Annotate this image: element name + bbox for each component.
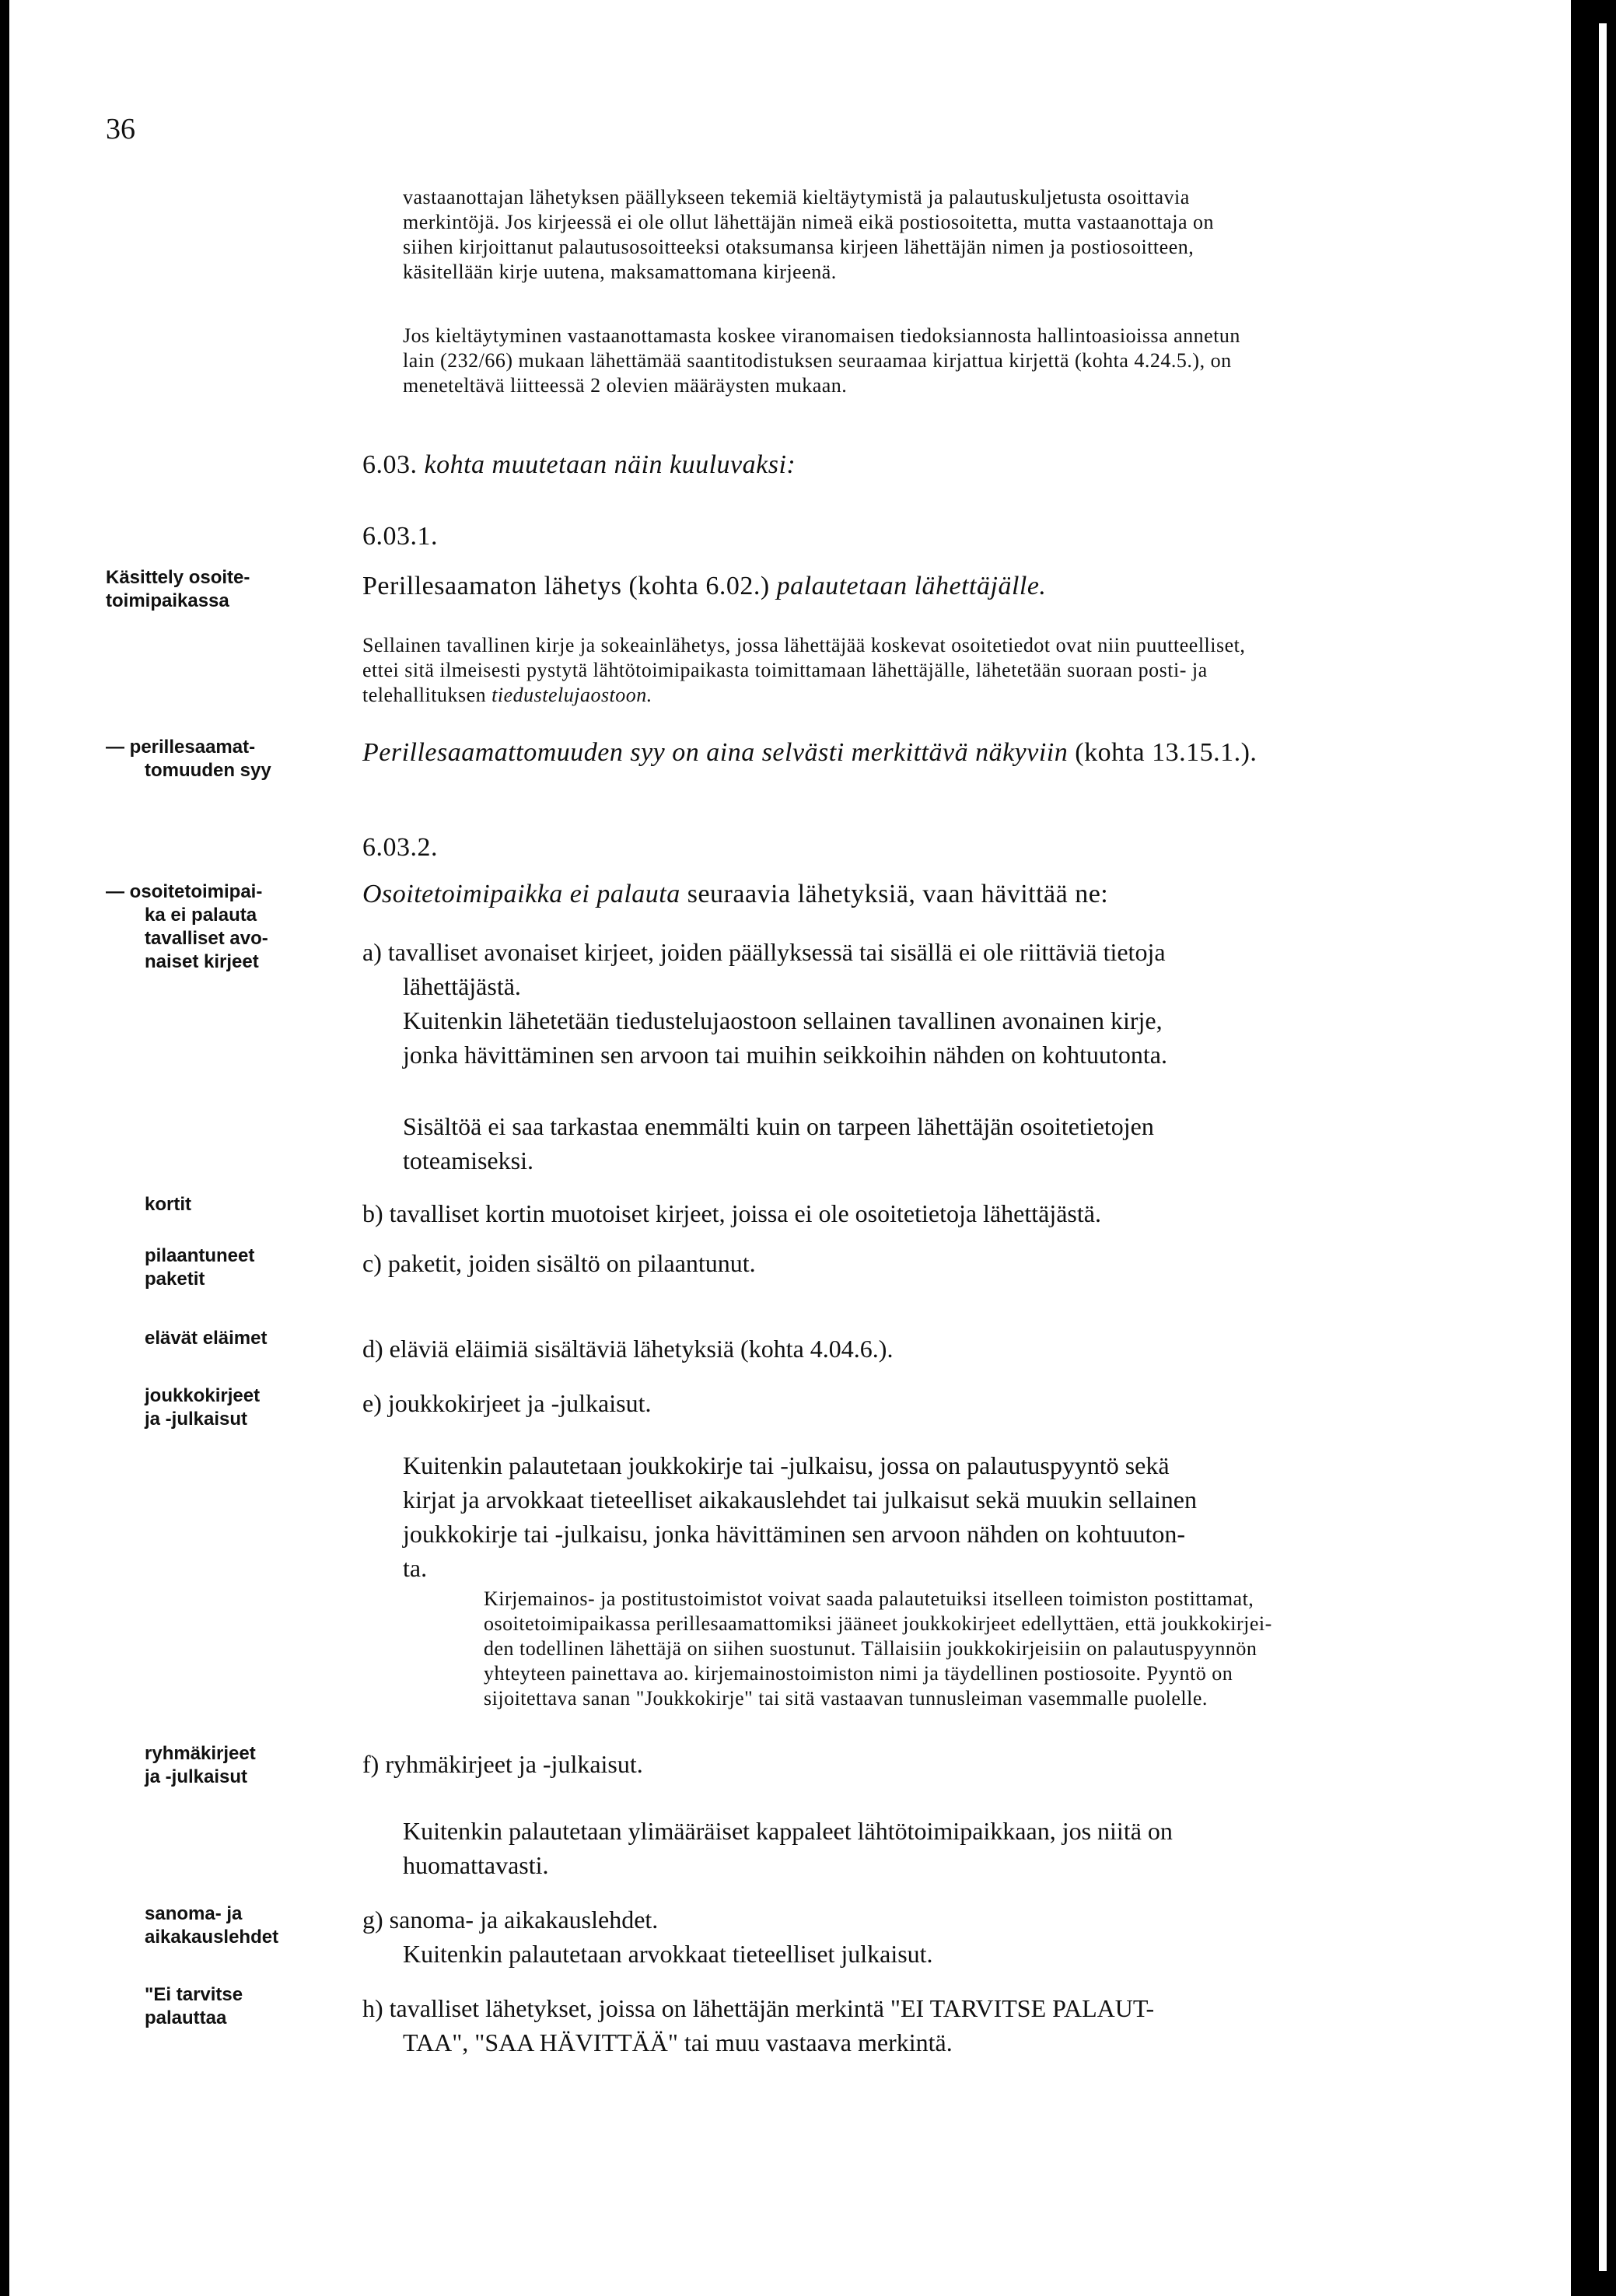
- item-d: d) eläviä eläimiä sisältäviä lähetyksiä (kohta 4.04.6.).: [362, 1335, 894, 1363]
- item-b: b) tavalliset kortin muotoiset kirjeet, joissa ei ole osoitetietoja lähettäjästä.: [362, 1199, 1101, 1227]
- item-f-note: Kuitenkin palautetaan ylimääräiset kappaleet lähtötoimipaikkaan, jos niitä on: [403, 1817, 1173, 1845]
- refusal-note-line: meneteltävä liitteessä 2 olevien määräysten mukaan.: [403, 374, 848, 397]
- section-6-03-2-intro: [362, 879, 1108, 910]
- intro-line: siihen kirjoittanut palautusosoitteeksi otaksumansa kirjeen lähettäjän nimen ja postiosoitteen,: [403, 236, 1195, 258]
- side-note-handling: Käsittely osoite-: [106, 567, 250, 588]
- item-e-small: Kirjemainos- ja postitustoimistot voivat saada palautetuiksi itselleen toimiston postittamat,: [484, 1587, 1254, 1610]
- item-e-small: den todellinen lähettäjä on siihen suostunut. Tällaisiin joukkokirjeisiin on palautuspyynnön: [484, 1637, 1257, 1660]
- intro-line: käsitellään kirje uutena, maksamattomana kirjeenä.: [403, 261, 837, 283]
- item-e-note: kirjat ja arvokkaat tieteelliset aikakauslehdet tai julkaisut sekä muukin sellainen: [403, 1486, 1197, 1514]
- side-note-noreturn: ka ei palauta: [145, 905, 257, 926]
- item-a-line: lähettäjästä.: [403, 972, 521, 1000]
- side-note-mass: ja -julkaisut: [145, 1409, 248, 1430]
- page-number: 36: [106, 113, 135, 145]
- intro-line: vastaanottajan lähetyksen päällykseen tekemiä kieltäytymistä ja palautuskuljetusta osoittavia: [403, 186, 1190, 208]
- refusal-note-line: lain (232/66) mukaan lähettämää saantitodistuksen seuraamaa kirjattua kirjettä (kohta 4.24.5.), on: [403, 349, 1232, 372]
- side-note-papers: sanoma- ja: [145, 1903, 243, 1924]
- scan-border-gap: [1599, 23, 1607, 2271]
- intro-line: merkintöjä. Jos kirjeessä ei ole ollut lähettäjän nimeä eikä postiosoitetta, mutta vastaanottaja on: [403, 211, 1214, 233]
- item-a: a) tavalliset avonaiset kirjeet, joiden päällyksessä tai sisällä ei ole riittäviä tietoja: [362, 938, 1166, 966]
- item-a-line: Kuitenkin lähetetään tiedustelujaostoon sellainen tavallinen avonainen kirje,: [403, 1006, 1163, 1034]
- section-number-6-03-1: 6.03.1.: [362, 522, 438, 551]
- section-number-6-03-2: 6.03.2.: [362, 833, 438, 862]
- side-note-noreturn-mark: "Ei tarvitse: [145, 1984, 243, 2005]
- item-f: f) ryhmäkirjeet ja -julkaisut.: [362, 1750, 643, 1778]
- item-e-small: osoitetoimipaikassa perillesaamattomiksi jääneet joukkokirjeet edellyttäen, että joukkokirjei-: [484, 1612, 1272, 1635]
- side-note-noreturn: — osoitetoimipai-: [106, 881, 263, 902]
- intro-italic: Osoitetoimipaikka ei palauta: [362, 880, 680, 908]
- reason-plain: (kohta 13.15.1.).: [1068, 738, 1257, 767]
- side-note-noreturn: naiset kirjeet: [145, 951, 259, 972]
- item-a-note: toteamiseksi.: [403, 1146, 533, 1174]
- intro-plain: seuraavia lähetyksiä, vaan hävittää ne:: [680, 880, 1109, 908]
- side-note-noreturn: tavalliset avo-: [145, 928, 268, 949]
- side-note-group: ja -julkaisut: [145, 1766, 248, 1787]
- item-a-note: Sisältöä ei saa tarkastaa enemmälti kuin on tarpeen lähettäjän osoitetietojen: [403, 1112, 1154, 1140]
- amendment-number: 6.03.: [362, 450, 418, 479]
- item-g: g) sanoma- ja aikakauslehdet.: [362, 1906, 659, 1934]
- side-note-group: ryhmäkirjeet: [145, 1743, 256, 1764]
- item-a-line: jonka hävittäminen sen arvoon tai muihin seikkoihin nähden on kohtuutonta.: [403, 1041, 1167, 1069]
- blind-mail-line: Sellainen tavallinen kirje ja sokeainlähetys, jossa lähettäjää koskevat osoitetiedot ovat niin puutteelliset,: [362, 634, 1246, 656]
- item-e: e) joukkokirjeet ja -julkaisut.: [362, 1389, 652, 1417]
- side-note-papers: aikakauslehdet: [145, 1927, 279, 1948]
- scan-border-left: [0, 0, 9, 2296]
- item-f-note: huomattavasti.: [403, 1851, 549, 1879]
- item-e-small: yhteyteen painettava ao. kirjemainostoimiston nimi ja täydellinen postiosoite. Pyyntö on: [484, 1662, 1233, 1685]
- main-italic: palautetaan lähettäjälle.: [776, 572, 1047, 600]
- blind-mail-line: [362, 683, 652, 708]
- side-note-animals: elävät eläimet: [145, 1328, 268, 1349]
- side-note-spoiled: pilaantuneet: [145, 1245, 255, 1266]
- side-note-reason: — perillesaamat-: [106, 737, 256, 758]
- side-note-spoiled: paketit: [145, 1269, 205, 1290]
- side-note-handling: toimipaikassa: [106, 590, 229, 611]
- item-e-small: sijoitettava sanan "Joukkokirje" tai sitä vastaavan tunnusleiman vasemmalle puolelle.: [484, 1687, 1208, 1710]
- item-e-note: joukkokirje tai -julkaisu, jonka hävittäminen sen arvoon nähden on kohtuuton-: [403, 1520, 1186, 1548]
- item-g-note: Kuitenkin palautetaan arvokkaat tieteelliset julkaisut.: [403, 1940, 933, 1968]
- blind-plain: telehallituksen: [362, 684, 492, 706]
- main-plain: Perillesaamaton lähetys (kohta 6.02.): [362, 572, 777, 600]
- blind-italic: tiedustelujaostoon.: [491, 684, 652, 706]
- amendment-heading: [362, 450, 796, 481]
- item-e-note: ta.: [403, 1554, 428, 1582]
- side-note-cards: kortit: [145, 1194, 191, 1215]
- side-note-reason: tomuuden syy: [145, 760, 271, 781]
- amendment-text: kohta muutetaan näin kuuluvaksi:: [424, 450, 796, 479]
- refusal-note-line: Jos kieltäytyminen vastaanottamasta koskee viranomaisen tiedoksiannosta hallintoasioissa annetun: [403, 324, 1240, 347]
- item-e-note: Kuitenkin palautetaan joukkokirje tai -julkaisu, jossa on palautuspyyntö sekä: [403, 1451, 1170, 1479]
- blind-mail-line: ettei sitä ilmeisesti pystytä lähtötoimipaikasta toimittamaan lähettäjälle, lähetetään suoraan posti- ja: [362, 659, 1208, 681]
- item-h: h) tavalliset lähetykset, joissa on lähettäjän merkintä "EI TARVITSE PALAUT-: [362, 1994, 1155, 2022]
- side-note-noreturn-mark: palauttaa: [145, 2007, 227, 2028]
- side-note-mass: joukkokirjeet: [145, 1385, 261, 1406]
- scan-border-right: [1571, 0, 1616, 2296]
- reason-italic: Perillesaamattomuuden syy on aina selvästi merkittävä näkyviin: [362, 738, 1069, 767]
- item-c: c) paketit, joiden sisältö on pilaantunut.: [362, 1249, 756, 1277]
- section-6-03-1-main: [362, 571, 1046, 602]
- item-h-line: TAA", "SAA HÄVITTÄÄ" tai muu vastaava merkintä.: [403, 2028, 953, 2056]
- reason-statement: [362, 737, 1257, 768]
